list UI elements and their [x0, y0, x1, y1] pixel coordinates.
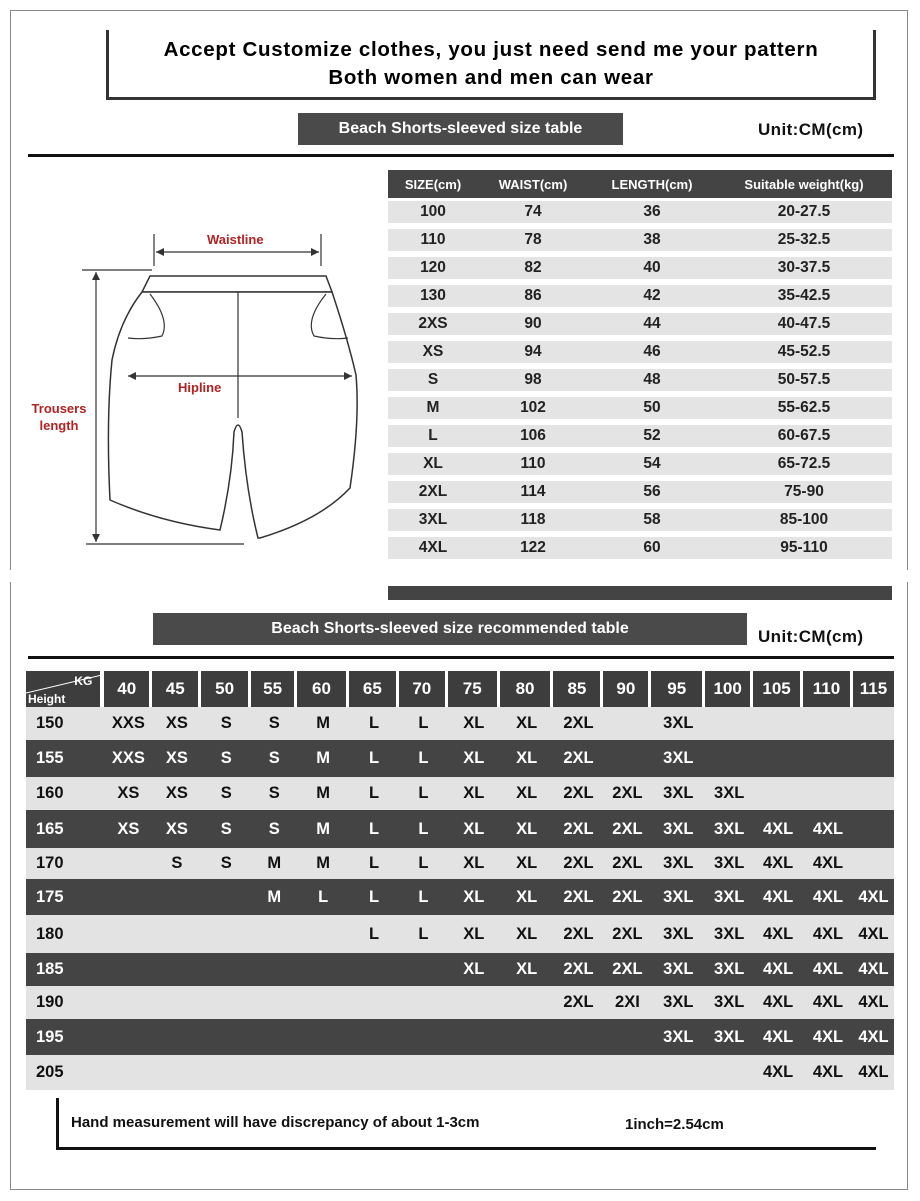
weight-header-cell: 55: [251, 671, 294, 707]
size-cell: M: [316, 784, 330, 802]
size-cell: XL: [516, 887, 538, 906]
weight-header-cell: 100: [705, 671, 750, 707]
size-table-row-band: [388, 397, 892, 419]
footer-box: [56, 1098, 876, 1150]
size-table-rule: [28, 154, 894, 157]
size-cell: XL: [463, 714, 485, 732]
size-cell: 3XL: [663, 1027, 694, 1046]
size-table-cell: 54: [643, 455, 661, 472]
size-cell: XL: [463, 854, 485, 872]
height-cell: 175: [36, 887, 64, 906]
size-table-cell: 2XS: [418, 315, 448, 332]
size-table-cell: 42: [643, 287, 661, 304]
size-table-row-band: [388, 425, 892, 447]
inch-conversion: 1inch=2.54cm: [625, 1116, 724, 1133]
size-table-cell: 2XL: [418, 483, 448, 500]
size-cell: 4XL: [858, 887, 889, 906]
size-table-cell: 20-27.5: [777, 203, 831, 220]
size-cell: XXS: [111, 749, 145, 767]
size-table-col: LENGTH(cm): [611, 176, 693, 192]
recommend-table-unit: Unit:CM(cm): [758, 627, 864, 646]
size-cell: S: [268, 749, 280, 767]
size-cell: 3XL: [714, 854, 745, 872]
size-table-cell: 56: [643, 483, 661, 500]
size-table-cell: 78: [524, 231, 542, 248]
size-table-cell: 55-62.5: [777, 399, 831, 416]
recommend-table-row: [26, 707, 894, 740]
size-table-row-band: [388, 481, 892, 503]
size-cell: 4XL: [812, 924, 844, 943]
size-cell: XL: [516, 714, 538, 732]
size-table-row: [388, 338, 892, 366]
size-cell: L: [368, 924, 380, 943]
size-table-cell: 48: [643, 371, 661, 388]
size-table-cell: 50-57.5: [777, 371, 831, 388]
size-table-title: Beach Shorts-sleeved size table: [298, 113, 623, 145]
size-cell: 2XL: [612, 960, 643, 978]
size-cell: 3XL: [714, 924, 745, 943]
size-table-cell: 44: [643, 315, 661, 332]
size-cell: 2XL: [563, 887, 594, 906]
size-table-cell: 58: [643, 511, 661, 528]
size-table-cell: 122: [520, 539, 546, 556]
size-cell: S: [220, 854, 232, 872]
size-cell: L: [418, 784, 429, 802]
size-cell: S: [220, 749, 232, 767]
recommend-table-row: [26, 1019, 894, 1055]
size-table-cell: 38: [643, 231, 661, 248]
size-cell: XL: [463, 784, 485, 802]
size-table-cell: 60-67.5: [777, 427, 831, 444]
size-cell: 3XL: [663, 854, 694, 872]
section-divider: [10, 570, 908, 582]
trousers-length-line-2: length: [39, 418, 79, 433]
size-cell: XS: [165, 784, 188, 802]
size-table-row-band: [388, 341, 892, 363]
size-cell: XL: [516, 784, 538, 802]
weight-header-cell: 65: [349, 671, 396, 707]
size-cell: L: [418, 714, 429, 732]
size-table-cell: 102: [520, 399, 546, 416]
size-table-cell: 50: [643, 399, 661, 416]
size-cell: 3XL: [714, 819, 745, 838]
size-table-cell: M: [426, 399, 440, 416]
size-cell: XS: [165, 714, 188, 732]
size-cell: 3XL: [714, 993, 745, 1011]
size-table-cell: 82: [524, 259, 542, 276]
size-cell: XL: [463, 924, 485, 943]
size-table-cell: 3XL: [418, 511, 448, 528]
size-table-row: [388, 254, 892, 282]
weight-header-cell: 45: [152, 671, 198, 707]
size-table-cell: 30-37.5: [777, 259, 831, 276]
size-cell: 3XL: [714, 1027, 745, 1046]
size-table-cell: 90: [524, 315, 542, 332]
size-cell: L: [368, 784, 380, 802]
size-cell: L: [368, 854, 380, 872]
size-cell: S: [268, 784, 280, 802]
size-table-col: Suitable weight(kg): [744, 176, 864, 192]
size-table-cell: 4XL: [418, 539, 448, 556]
height-cell: 155: [36, 749, 64, 767]
size-cell: XS: [165, 819, 188, 838]
size-cell: 2XL: [563, 960, 594, 978]
size-table-header: [388, 170, 892, 198]
size-cell: L: [368, 749, 380, 767]
size-cell: 4XL: [762, 960, 794, 978]
size-cell: L: [418, 854, 429, 872]
size-cell: 4XL: [762, 887, 794, 906]
size-table-cell: 114: [520, 483, 546, 500]
size-cell: 4XL: [858, 1063, 889, 1081]
weight-header-cell: 75: [448, 671, 497, 707]
size-cell: M: [316, 749, 330, 767]
size-cell: 4XL: [858, 924, 889, 943]
size-cell: 4XL: [812, 960, 844, 978]
size-cell: XS: [165, 749, 188, 767]
weight-header-cell: 80: [500, 671, 551, 707]
size-table-row: [388, 198, 892, 226]
size-table-row-band: [388, 201, 892, 223]
size-cell: 2XI: [615, 993, 640, 1011]
size-table-cell: 98: [524, 371, 542, 388]
size-cell: 2XL: [563, 993, 594, 1011]
recommend-table-row: [26, 848, 894, 879]
height-cell: 190: [36, 993, 64, 1011]
size-table-cell: 94: [524, 343, 542, 360]
size-table-cell: 46: [643, 343, 661, 360]
size-cell: S: [220, 819, 232, 838]
measurement-note: Hand measurement will have discrepancy of about 1-3cm: [71, 1114, 480, 1131]
height-cell: 195: [36, 1027, 64, 1046]
weight-header-cell: 115: [853, 671, 894, 707]
size-table-cell: 52: [643, 427, 661, 444]
size-cell: 3XL: [714, 887, 745, 906]
size-table-cell: 120: [420, 259, 446, 276]
weight-header-cell: 60: [297, 671, 346, 707]
recommend-table-title: Beach Shorts-sleeved size recommended table: [153, 613, 747, 645]
recommend-table-rule: [28, 656, 894, 659]
size-table-row: [388, 226, 892, 254]
size-table-col: WAIST(cm): [498, 176, 568, 192]
size-cell: L: [418, 887, 429, 906]
table-corner-cell: [26, 671, 100, 707]
size-table-cell: 35-42.5: [777, 287, 831, 304]
height-cell: 185: [36, 960, 64, 978]
recommend-table-header: [26, 671, 894, 707]
size-cell: 4XL: [812, 854, 844, 872]
size-cell: 4XL: [858, 960, 889, 978]
size-table-cell: 110: [520, 455, 546, 472]
size-cell: 2XL: [612, 784, 643, 802]
size-cell: XL: [516, 854, 538, 872]
size-cell: 2XL: [563, 749, 594, 767]
weight-header-cell: 50: [201, 671, 248, 707]
size-table-cell: 75-90: [784, 483, 824, 500]
height-cell: 205: [36, 1063, 64, 1081]
size-cell: 4XL: [812, 1063, 844, 1081]
size-table-row-band: [388, 537, 892, 559]
size-cell: L: [318, 887, 329, 906]
size-table-cell: 86: [524, 287, 542, 304]
size-table-cell: XL: [423, 455, 443, 472]
size-cell: L: [368, 887, 380, 906]
size-cell: 4XL: [762, 924, 794, 943]
size-cell: XS: [117, 819, 140, 838]
size-cell: 2XL: [612, 887, 643, 906]
weight-header-cell: 85: [553, 671, 600, 707]
weight-header-cell: 70: [399, 671, 445, 707]
size-table-cell: 130: [420, 287, 446, 304]
size-table-cell: S: [427, 371, 439, 388]
recommend-table-row: [26, 953, 894, 986]
size-cell: 2XL: [612, 854, 643, 872]
recommend-table-row: [26, 986, 894, 1019]
corner-kg-label: KG: [74, 674, 93, 688]
size-table-row: [388, 394, 892, 422]
recommend-table-row: [26, 810, 894, 848]
size-cell: 3XL: [714, 960, 745, 978]
size-cell: 4XL: [812, 1027, 844, 1046]
size-table-row: [388, 506, 892, 534]
size-cell: XS: [117, 784, 140, 802]
corner-height-label: Height: [28, 692, 66, 706]
size-table-row: [388, 450, 892, 478]
size-table-row-band: [388, 313, 892, 335]
header-line-1: Accept Customize clothes, you just need send me your pattern: [163, 38, 819, 61]
size-cell: XL: [516, 819, 538, 838]
size-cell: 3XL: [663, 784, 694, 802]
size-cell: 3XL: [663, 993, 694, 1011]
height-cell: 170: [36, 854, 64, 872]
size-cell: 2XL: [612, 924, 643, 943]
size-cell: 2XL: [563, 714, 594, 732]
size-cell: L: [368, 819, 380, 838]
size-cell: XL: [516, 749, 538, 767]
height-cell: 150: [36, 714, 64, 732]
size-cell: 4XL: [812, 887, 844, 906]
size-table-row-band: [388, 453, 892, 475]
recommend-table-row: [26, 777, 894, 810]
size-cell: XL: [516, 960, 538, 978]
height-cell: 165: [36, 819, 64, 838]
size-cell: XL: [463, 887, 485, 906]
size-table-cell: 95-110: [780, 539, 828, 556]
height-cell: 160: [36, 784, 64, 802]
size-cell: 2XL: [563, 924, 594, 943]
size-table-col: SIZE(cm): [404, 176, 462, 192]
size-table-cell: 40-47.5: [777, 315, 831, 332]
size-cell: L: [418, 749, 429, 767]
size-cell: 4XL: [762, 1063, 794, 1081]
weight-header-cell: 110: [803, 671, 850, 707]
size-table-cell: 74: [524, 203, 542, 220]
size-cell: S: [220, 784, 232, 802]
size-table-unit: Unit:CM(cm): [758, 120, 864, 139]
shorts-diagram: [20, 220, 380, 560]
size-table-cell: 110: [420, 231, 446, 248]
size-cell: 3XL: [663, 960, 694, 978]
size-table-row: [388, 534, 892, 562]
size-cell: M: [267, 887, 282, 906]
size-cell: 3XL: [663, 819, 694, 838]
size-cell: 4XL: [812, 993, 844, 1011]
size-cell: 2XL: [563, 854, 594, 872]
size-cell: XL: [463, 749, 485, 767]
size-table-cell: 106: [520, 427, 546, 444]
size-table-row-band: [388, 229, 892, 251]
size-table-row-band: [388, 257, 892, 279]
height-cell: 180: [36, 924, 64, 943]
size-cell: M: [316, 854, 330, 872]
size-cell: L: [368, 714, 380, 732]
size-table-cell: 40: [643, 259, 661, 276]
weight-header-cell: 105: [753, 671, 800, 707]
size-cell: 2XL: [563, 819, 594, 838]
size-table-cell: 36: [643, 203, 661, 220]
size-cell: 3XL: [714, 784, 745, 802]
size-table-row: [388, 366, 892, 394]
size-cell: 4XL: [762, 819, 794, 838]
size-table-cell: 118: [520, 511, 546, 528]
recommend-table: [26, 671, 894, 1090]
size-table-cell: L: [428, 427, 438, 444]
size-cell: 4XL: [762, 854, 794, 872]
recommend-table-row: [26, 915, 894, 953]
size-cell: S: [268, 714, 280, 732]
size-cell: S: [268, 819, 280, 838]
size-cell: 4XL: [858, 1027, 889, 1046]
size-table-row-band: [388, 369, 892, 391]
size-cell: XL: [463, 960, 485, 978]
size-table-cell: 85-100: [779, 511, 829, 528]
size-cell: M: [267, 854, 282, 872]
size-cell: M: [316, 714, 330, 732]
header-box: [106, 30, 876, 100]
size-table-cell: 100: [420, 203, 446, 220]
hipline-label: Hipline: [178, 380, 222, 395]
size-table-cell: 65-72.5: [777, 455, 831, 472]
size-table-cell: XS: [422, 343, 444, 360]
trousers-length-line-1: Trousers: [31, 401, 87, 416]
size-table-row-band: [388, 509, 892, 531]
size-cell: 4XL: [858, 993, 889, 1011]
size-cell: 4XL: [762, 993, 794, 1011]
weight-header-cell: 40: [104, 671, 149, 707]
size-table-row: [388, 310, 892, 338]
size-cell: 4XL: [812, 819, 844, 838]
weight-header-cell: 95: [651, 671, 702, 707]
size-cell: 2XL: [612, 819, 643, 838]
size-cell: S: [171, 854, 183, 872]
size-table-footer-bar: [388, 586, 892, 600]
size-cell: XL: [516, 924, 538, 943]
size-cell: L: [418, 819, 429, 838]
header-line-2: Both women and men can wear: [328, 66, 654, 89]
trousers-length-label: [26, 400, 92, 434]
size-table-row: [388, 478, 892, 506]
size-cell: S: [220, 714, 232, 732]
waistline-label: Waistline: [207, 232, 264, 247]
size-table-row: [388, 282, 892, 310]
size-table-cell: 45-52.5: [777, 343, 831, 360]
size-table: [388, 170, 892, 562]
size-cell: XXS: [111, 714, 145, 732]
size-cell: 3XL: [663, 924, 694, 943]
size-cell: M: [316, 819, 330, 838]
size-cell: 3XL: [663, 749, 694, 767]
recommend-table-row: [26, 879, 894, 915]
size-cell: 3XL: [663, 714, 694, 732]
recommend-table-row: [26, 740, 894, 777]
size-table-cell: 60: [643, 539, 661, 556]
weight-header-cell: 90: [603, 671, 648, 707]
size-cell: L: [418, 924, 429, 943]
size-cell: 4XL: [762, 1027, 794, 1046]
size-cell: XL: [463, 819, 485, 838]
size-cell: 2XL: [563, 784, 594, 802]
size-table-cell: 25-32.5: [777, 231, 831, 248]
size-table-row: [388, 422, 892, 450]
recommend-table-row: [26, 1055, 894, 1090]
size-table-row-band: [388, 285, 892, 307]
size-cell: 3XL: [663, 887, 694, 906]
